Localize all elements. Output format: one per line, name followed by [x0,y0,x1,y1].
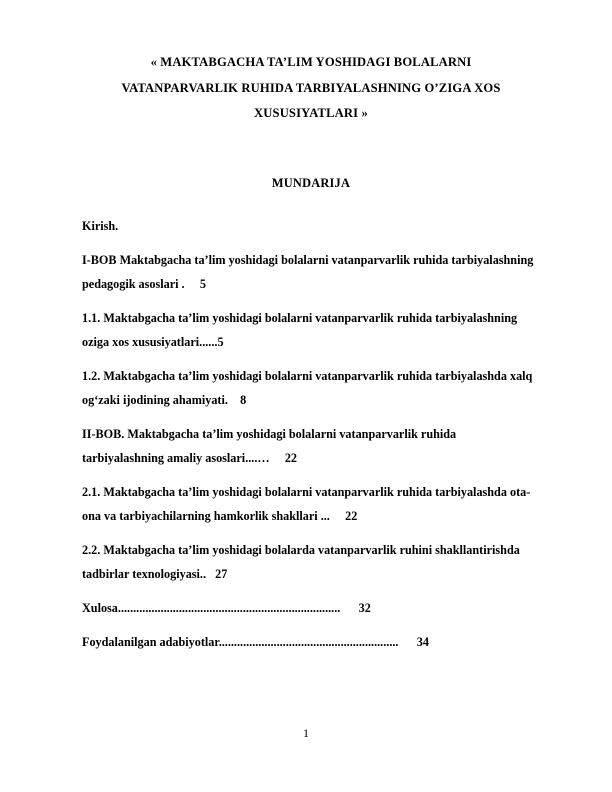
toc-entry-page: 22 [329,508,358,523]
toc-entry-label: Kirish. [82,218,119,233]
toc-entry-2-2 [82,528,540,586]
title-line-1: « MAKTABGACHA TA’LIM YOSHIDAGI BOLALARNI [150,55,472,69]
toc-entry-xulosa [82,586,540,620]
toc-entry-label: II-BOB. Maktabgacha ta’lim yoshidagi bolalarni vatanparvarlik ruhida tarbiyalashning amaliy asoslari....… [82,426,457,465]
toc-entry-label: 1.2. Maktabgacha ta’lim yoshidagi bolalarni vatanparvarlik ruhida tarbiyalashda xalq ogʻzaki ijodining ahamiyati. [82,368,533,407]
toc-entry-page: 8 [227,392,247,407]
toc-entry-label: 2.1. Maktabgacha ta’lim yoshidagi bolalarni vatanparvarlik ruhida tarbiyalashda ota-ona va tarbiyachilarning hamkorlik shakllari ... [82,484,531,523]
page-content [82,0,540,654]
toc-entry-page: 34 [398,634,429,649]
toc-entry-label: Foydalanilgan adabiyotlar........................................................... [82,634,399,649]
table-of-contents-list [82,191,540,654]
toc-entry-bob-2 [82,412,540,470]
toc-entry-2-1 [82,470,540,528]
document-title [82,0,540,127]
toc-entry-1-1 [82,296,540,354]
toc-entry-page: 22 [269,450,297,465]
toc-entry-1-2 [82,354,540,412]
toc-entry-page: 5 [217,334,224,349]
title-line-3: XUSUSIYATLARI » [254,106,368,120]
toc-entry-label: I-BOB Maktabgacha ta’lim yoshidagi bolalarni vatanparvarlik ruhida tarbiyalashning pedagogik asoslari . [82,252,534,291]
toc-entry-foydalanilgan-adabiyotlar [82,620,540,654]
toc-entry-label: 2.2. Maktabgacha ta’lim yoshidagi bolalarda vatanparvarlik ruhini shakllantirishda tadbirlar texnologiyasi.. [82,542,520,581]
toc-entry-kirish [82,191,540,238]
page-number: 1 [303,726,309,740]
toc-entry-page: 27 [206,566,228,581]
toc-entry-label: 1.1. Maktabgacha ta’lim yoshidagi bolalarni vatanparvarlik ruhida tarbiyalashning oziga xos xususiyatlari...... [82,310,518,349]
toc-entry-label: Xulosa......................................................................... [82,600,341,615]
toc-entry-bob-1 [82,238,540,296]
table-of-contents-heading: MUNDARIJA [271,175,351,190]
title-line-2: VATANPARVARLIK RUHIDA TARBIYALASHNING O’ZIGA XOS [121,80,501,95]
toc-entry-page: 32 [340,600,371,615]
toc-entry-page: 5 [184,276,206,291]
